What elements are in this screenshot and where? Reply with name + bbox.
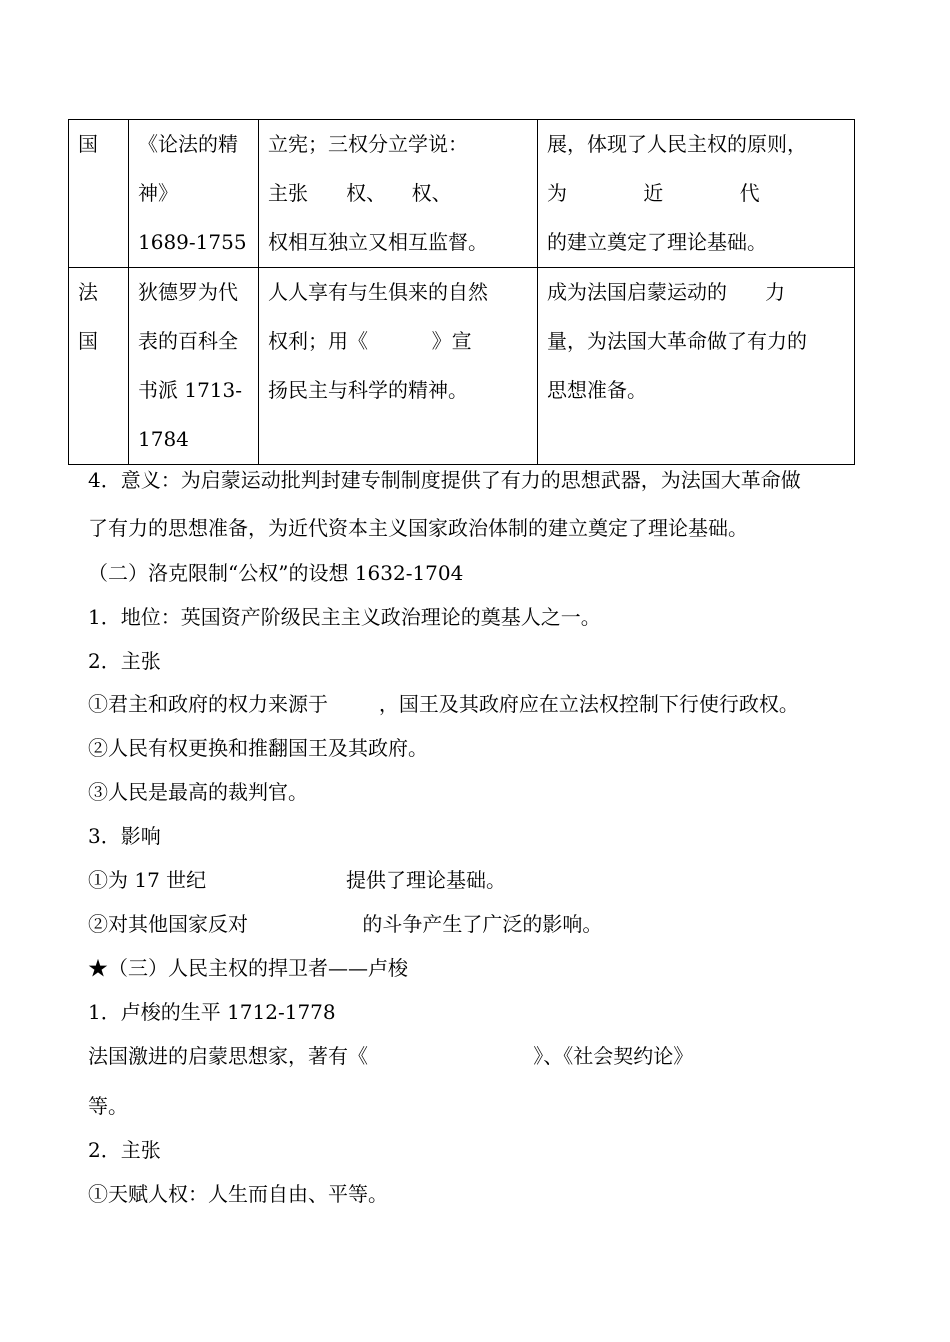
impact-cell: [538, 120, 855, 268]
cell-text: 人人享有与生俱来的自然: [268, 280, 488, 304]
idea-cell: [259, 268, 538, 465]
person-cell: [129, 120, 259, 268]
country-cell: [69, 268, 129, 465]
locke-impact-1: ①为 17 世纪 提供了理论基础。: [88, 868, 507, 892]
cell-text: 主张 权、 权、: [268, 181, 452, 205]
significance-line-2: 了有力的思想准备，为近代资本主义国家政治体制的建立奠定了理论基础。: [88, 516, 748, 540]
cell-text: 权利；用《 》宣: [268, 329, 472, 353]
rousseau-works: 法国激进的启蒙思想家，著有《 》、《社会契约论》: [88, 1044, 694, 1068]
cell-text: 表的百科全: [138, 329, 238, 353]
locke-impact-heading: 3．影响: [88, 824, 161, 848]
impact-cell: [538, 268, 855, 465]
cell-text: 书派 1713-: [138, 378, 243, 402]
person-cell: [129, 268, 259, 465]
table-row: [69, 120, 855, 268]
cell-text: 法: [78, 280, 98, 304]
country-cell: [69, 120, 129, 268]
cell-text: 思想准备。: [547, 378, 647, 402]
locke-claim-3: ③人民是最高的裁判官。: [88, 780, 308, 804]
cell-text: 展，体现了人民主权的原则，: [547, 132, 807, 156]
section-heading-locke: （二）洛克限制“公权”的设想 1632-1704: [88, 561, 464, 585]
rousseau-works-cont: 等。: [88, 1094, 128, 1118]
idea-cell: [259, 120, 538, 268]
cell-text: 成为法国启蒙运动的 力: [547, 280, 786, 304]
section-heading-rousseau: ★（三）人民主权的捍卫者——卢梭: [88, 956, 408, 980]
cell-text: 神》: [138, 181, 178, 205]
cell-text: 1689-1755: [138, 230, 247, 254]
cell-text: 《论法的精: [138, 132, 238, 156]
locke-claim-2: ②人民有权更换和推翻国王及其政府。: [88, 736, 428, 760]
cell-text: 1784: [138, 427, 189, 451]
cell-text: 国: [78, 132, 98, 156]
enlightenment-table: [68, 119, 855, 465]
locke-impact-2: ②对其他国家反对 的斗争产生了广泛的影响。: [88, 912, 603, 936]
cell-text: 量，为法国大革命做了有力的: [547, 329, 807, 353]
rousseau-claims-heading: 2．主张: [88, 1138, 161, 1162]
locke-status: 1．地位：英国资产阶级民主主义政治理论的奠基人之一。: [88, 605, 601, 629]
cell-text: 为 近 代: [547, 181, 760, 205]
cell-text: 的建立奠定了理论基础。: [547, 230, 767, 254]
locke-claim-1: ①君主和政府的权力来源于 ，国王及其政府应在立法权控制下行使行政权。: [88, 692, 799, 716]
significance-line-1: 4．意义：为启蒙运动批判封建专制制度提供了有力的思想武器，为法国大革命做: [88, 468, 801, 492]
cell-text: 立宪；三权分立学说：: [268, 132, 468, 156]
cell-text: 扬民主与科学的精神。: [268, 378, 468, 402]
rousseau-life-heading: 1．卢梭的生平 1712-1778: [88, 1000, 336, 1024]
locke-claims-heading: 2．主张: [88, 649, 161, 673]
rousseau-claim-1: ①天赋人权：人生而自由、平等。: [88, 1182, 388, 1206]
table-row: [69, 268, 855, 465]
cell-text: 国: [78, 329, 98, 353]
cell-text: 狄德罗为代: [138, 280, 238, 304]
cell-text: 权相互独立又相互监督。: [268, 230, 488, 254]
